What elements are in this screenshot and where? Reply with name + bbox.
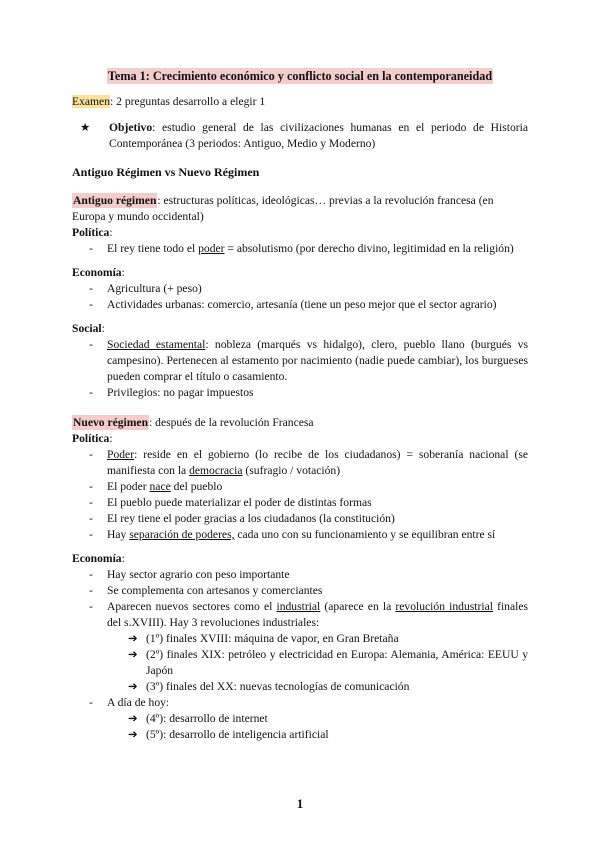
item-text: (sufragio / votación) bbox=[242, 464, 341, 477]
document-title bbox=[72, 68, 528, 84]
list-item: - El rey tiene el poder gracias a los ciudadanos (la constitución) bbox=[89, 512, 395, 525]
list-item: - El poder nace del pueblo bbox=[89, 480, 223, 493]
document-page bbox=[72, 68, 528, 743]
nuevo-politica-list bbox=[72, 447, 528, 543]
list-item bbox=[72, 711, 528, 727]
hoy-list bbox=[72, 711, 528, 743]
item-text: finales del s.XVIII). Hay 3 revoluciones industriales: bbox=[107, 600, 529, 629]
item-text: El rey tiene todo el bbox=[107, 242, 199, 255]
item-text: (4º): desarrollo de internet bbox=[146, 712, 268, 725]
list-item bbox=[72, 679, 528, 695]
antiguo-economia-heading: Economía: bbox=[72, 266, 125, 279]
list-item: - Hay sector agrario con peso importante bbox=[89, 568, 290, 581]
item-underlined: revolución industrial bbox=[395, 600, 493, 613]
item-text: (2º) finales XIX: petróleo y electricidad en Europa: Alemania, América: EEUU y Japón bbox=[146, 648, 528, 677]
item-underlined: separación de poderes, bbox=[129, 528, 235, 541]
item-text: : nobleza (marqués vs hidalgo), clero, pueblo llano (burgués vs campesino). Pertenecen al estamento por nacimiento (nadie puede cambiar), los burgueses pueden comprar el título o casamiento. bbox=[107, 338, 528, 383]
item-text: Agricultura (+ peso) bbox=[107, 282, 202, 295]
item-text: cada uno con su funcionamiento y se equilibran entre sí bbox=[234, 528, 496, 541]
arrow-right-icon: ➔ bbox=[128, 632, 138, 645]
list-item: - Actividades urbanas: comercio, artesanía (tiene un peso mejor que el sector agrario) bbox=[89, 298, 497, 311]
list-item: - Poder: reside en el gobierno (lo recibe de los ciudadanos) = soberanía nacional (se manifiesta con la democracia (sufragio / votación) bbox=[89, 448, 528, 477]
list-item: - Sociedad estamental: nobleza (marqués vs hidalgo), clero, pueblo llano (burgués vs campesino). Pertenecen al estamento por nacimiento (nadie puede cambiar), los burgueses pueden comprar el título o casamiento. bbox=[89, 338, 528, 383]
item-text: Privilegios: no pagar impuestos bbox=[107, 386, 254, 399]
arrow-right-icon: ➔ bbox=[128, 728, 138, 741]
revoluciones-list bbox=[72, 631, 528, 695]
item-text: El poder bbox=[107, 480, 150, 493]
list-item: - Privilegios: no pagar impuestos bbox=[89, 386, 254, 399]
page-number: 1 bbox=[296, 796, 304, 811]
antiguo-regimen-text: : estructuras políticas, ideológicas… previas a la revolución francesa (en Europa y mundo occidental) bbox=[72, 194, 494, 223]
arrow-right-icon: ➔ bbox=[128, 712, 138, 725]
item-text: (5º): desarrollo de inteligencia artificial bbox=[146, 728, 329, 741]
item-text: Actividades urbanas: comercio, artesanía (tiene un peso mejor que el sector agrario) bbox=[107, 298, 497, 311]
nuevo-economia-list bbox=[72, 567, 528, 743]
list-item bbox=[72, 727, 528, 743]
item-underlined: nace bbox=[149, 480, 171, 493]
antiguo-social-label: Social bbox=[72, 322, 102, 335]
item-underlined: democracia bbox=[189, 464, 243, 477]
list-item bbox=[72, 647, 528, 679]
item-text: (1º) finales XVIII: máquina de vapor, en Gran Bretaña bbox=[146, 632, 399, 645]
antiguo-social-list bbox=[72, 337, 528, 401]
list-item: - Agricultura (+ peso) bbox=[89, 282, 202, 295]
list-item: - Se complementa con artesanos y comerciantes bbox=[89, 584, 323, 597]
list-item: - Aparecen nuevos sectores como el industrial (aparece en la revolución industrial finales del s.XVIII). Hay 3 revoluciones industriales: ➔ (1º) finales XVIII: máquina de vapor, en Gran Bretaña ➔ (2º) finales XIX: petróleo y electricidad en Europa: Alemania, América: EEUU y Japón ➔ (3º) finales del XX: nuevas tecnologías de comunicación bbox=[72, 599, 528, 695]
antiguo-economia-list bbox=[72, 281, 528, 313]
arrow-right-icon: ➔ bbox=[128, 648, 138, 661]
item-text: Aparecen nuevos sectores como el bbox=[107, 600, 277, 613]
list-item: - A día de hoy: ➔ (4º): desarrollo de internet ➔ (5º): desarrollo de inteligencia artificial bbox=[72, 695, 528, 743]
antiguo-politica-heading: Política: bbox=[72, 226, 113, 239]
antiguo-regimen-line bbox=[72, 193, 528, 225]
item-text: (aparece en la bbox=[320, 600, 396, 613]
list-item: - El rey tiene todo el poder = absolutismo (por derecho divino, legitimidad en la religión) bbox=[89, 242, 514, 255]
examen-line bbox=[72, 94, 528, 110]
list-item: - El pueblo puede materializar el poder de distintas formas bbox=[89, 496, 372, 509]
nuevo-regimen-label: Nuevo régimen bbox=[73, 416, 149, 429]
item-text: Hay sector agrario con peso importante bbox=[107, 568, 290, 581]
objetivo-text: : estudio general de las civilizaciones humanas en el periodo de Historia Contemporánea (3 periodos: Antiguo, Medio y Moderno) bbox=[109, 121, 528, 150]
objetivo-bullet bbox=[72, 120, 528, 152]
list-item bbox=[72, 631, 528, 647]
antiguo-social-heading: Social: bbox=[72, 322, 105, 335]
nuevo-economia-label: Economía bbox=[72, 552, 122, 565]
item-text: A día de hoy: bbox=[107, 696, 170, 709]
item-text: El rey tiene el poder gracias a los ciudadanos (la constitución) bbox=[107, 512, 395, 525]
antiguo-economia-label: Economía bbox=[72, 266, 122, 279]
objetivo-label: Objetivo bbox=[109, 121, 153, 134]
nuevo-economia-heading: Economía: bbox=[72, 552, 125, 565]
nuevo-regimen-line bbox=[72, 415, 528, 431]
item-text: : reside en el gobierno (lo recibe de los ciudadanos) = soberanía nacional (se manifiesta con la bbox=[107, 448, 528, 477]
item-underlined: Poder bbox=[107, 448, 135, 461]
list-item: - Hay separación de poderes, cada uno con su funcionamiento y se equilibran entre sí bbox=[89, 528, 496, 541]
item-underlined: poder bbox=[198, 242, 225, 255]
antiguo-regimen-label: Antiguo régimen bbox=[73, 194, 157, 207]
item-text: Hay bbox=[107, 528, 130, 541]
item-text: = absolutismo (por derecho divino, legitimidad en la religión) bbox=[224, 242, 514, 255]
item-text: Se complementa con artesanos y comerciantes bbox=[107, 584, 323, 597]
star-bullet-icon: ★ bbox=[80, 121, 91, 134]
nuevo-politica-label: Política bbox=[72, 432, 110, 445]
item-underlined: industrial bbox=[276, 600, 321, 613]
title-text: Tema 1: Crecimiento económico y conflicto social en la contemporaneidad bbox=[107, 69, 493, 83]
item-text: (3º) finales del XX: nuevas tecnologías de comunicación bbox=[146, 680, 410, 693]
item-text: El pueblo puede materializar el poder de distintas formas bbox=[107, 496, 372, 509]
nuevo-regimen-text: : después de la revolución Francesa bbox=[149, 416, 314, 429]
arrow-right-icon: ➔ bbox=[128, 680, 138, 693]
section-heading: Antiguo Régimen vs Nuevo Régimen bbox=[72, 165, 260, 179]
examen-text: : 2 preguntas desarrollo a elegir 1 bbox=[110, 95, 266, 108]
nuevo-politica-heading: Política: bbox=[72, 432, 113, 445]
antiguo-politica-label: Política bbox=[72, 226, 110, 239]
examen-label: Examen bbox=[72, 95, 110, 108]
item-text: del pueblo bbox=[170, 480, 223, 493]
antiguo-politica-list bbox=[72, 241, 528, 257]
item-underlined: Sociedad estamental bbox=[107, 338, 206, 351]
